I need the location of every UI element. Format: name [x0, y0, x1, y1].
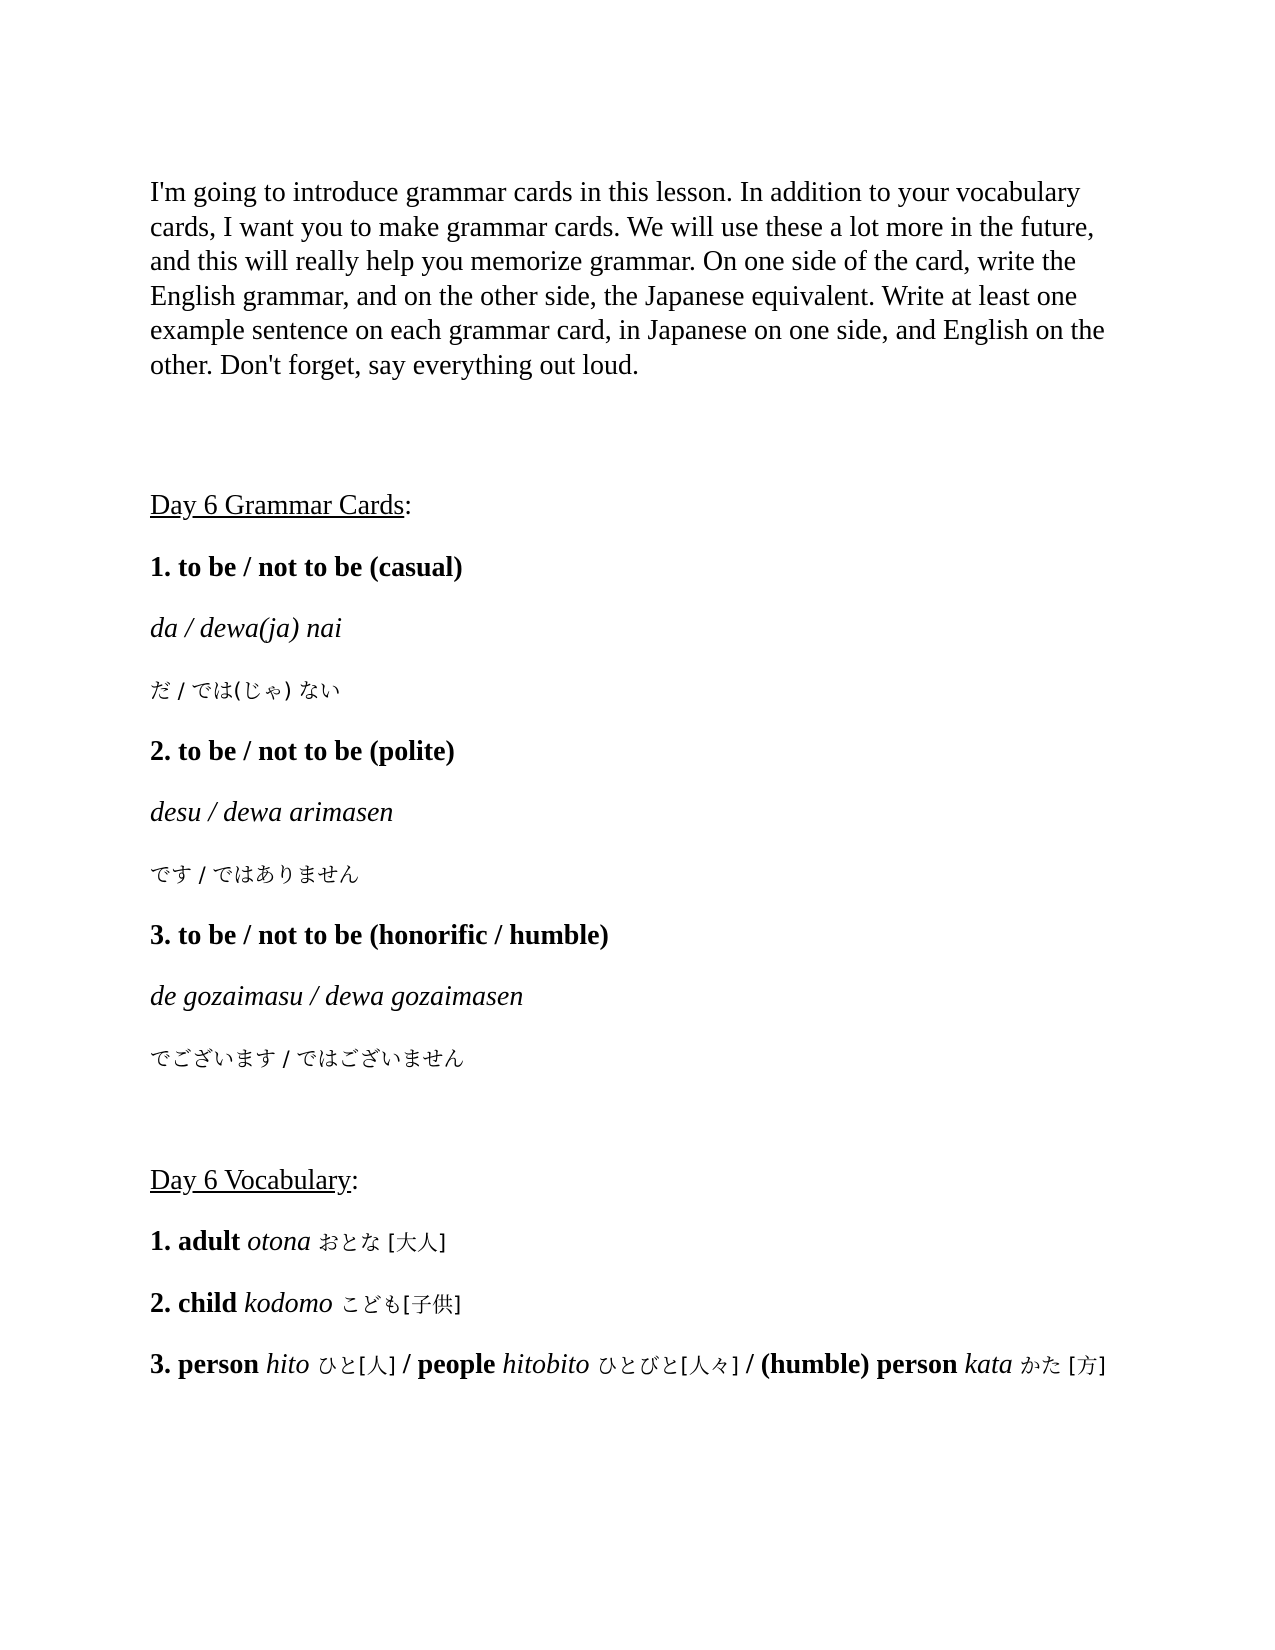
intro-paragraph: I'm going to introduce grammar cards in this lesson. In addition to your vocabulary cards, I want you to make grammar cards. We will use these a lot more in the future, and this will really help you memorize grammar. On one side of the card, write the English grammar, and on the other side, the Japanese equivalent. Write at least one example sentence on each grammar card, in Japanese on one side, and English on the other. Don't forget, say everything out loud.	[150, 177, 1105, 381]
vocab-item-3-japanese: ひと[人]	[316, 1354, 396, 1378]
intro-block	[150, 176, 1120, 383]
vocab-item-1	[150, 1225, 446, 1260]
vocab-item-3-romaji3: kata	[964, 1349, 1013, 1380]
vocab-item-2-japanese: こども[子供]	[339, 1293, 462, 1317]
grammar-section-title	[150, 489, 412, 523]
vocab-item-3-sep1: / people	[402, 1349, 496, 1380]
grammar-item-1-japanese: だ / では(じゃ) ない	[150, 679, 341, 703]
vocabulary-section-title	[150, 1164, 359, 1198]
grammar-item-3-romaji: de gozaimasu / dewa gozaimasen	[150, 981, 524, 1012]
vocab-item-1-romaji: otona	[247, 1226, 312, 1257]
vocabulary-title-text: Day 6 Vocabulary	[150, 1165, 352, 1196]
grammar-item-2-romaji: desu / dewa arimasen	[150, 797, 394, 828]
vocab-item-3-japanese2: ひとびと[人々]	[596, 1354, 739, 1378]
grammar-item-2-japanese: です / ではありません	[150, 863, 360, 887]
grammar-item-2-english: 2. to be / not to be (polite)	[150, 736, 455, 767]
grammar-title-text: Day 6 Grammar Cards	[150, 490, 405, 521]
vocab-item-1-word: 1. adult	[150, 1226, 241, 1257]
vocab-item-3-sep2: / (humble) person	[745, 1349, 958, 1380]
grammar-item-1-english: 1. to be / not to be (casual)	[150, 552, 463, 583]
grammar-item-3-english: 3. to be / not to be (honorific / humble)	[150, 920, 609, 951]
vocab-item-3-word: 3. person	[150, 1349, 259, 1380]
vocab-item-2	[150, 1287, 461, 1322]
vocab-item-2-romaji: kodomo	[244, 1288, 333, 1319]
vocab-item-1-japanese: おとな [大人]	[318, 1231, 447, 1255]
grammar-item-3-japanese: でございます / ではございません	[150, 1047, 465, 1071]
vocab-item-3-romaji2: hitobito	[502, 1349, 590, 1380]
vocab-item-3-japanese3: かた [方]	[1019, 1354, 1106, 1378]
grammar-title-colon: :	[404, 490, 413, 521]
vocab-item-3-romaji: hito	[265, 1349, 310, 1380]
vocab-item-2-word: 2. child	[150, 1288, 238, 1319]
grammar-item-1-romaji: da / dewa(ja) nai	[150, 613, 343, 644]
vocabulary-title-colon: :	[351, 1165, 359, 1196]
vocab-item-3	[150, 1347, 1110, 1384]
